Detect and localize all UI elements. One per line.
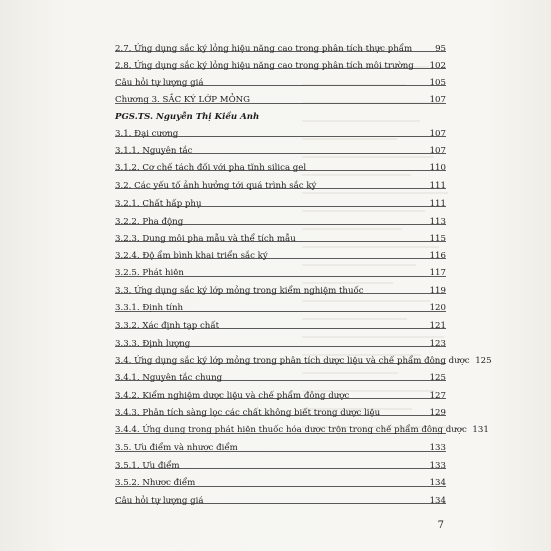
bleed-through-line (302, 264, 416, 266)
toc-entry-page: 125 (429, 373, 446, 383)
toc-entry (115, 477, 446, 489)
toc-entry-title: Câu hỏi tự lượng giá (115, 78, 204, 88)
toc-entry-title: Chương 3. SẮC KÝ LỚP MỎNG (115, 95, 251, 105)
toc-entry-title: 3.1. Đại cương (115, 129, 179, 139)
toc-entry-title: 3.5. Ưu điểm và nhược điểm (115, 443, 238, 453)
toc-entry-page: 115 (429, 234, 446, 244)
toc-entry-title: 3.2.1. Chất hấp phụ (115, 199, 202, 209)
toc-entry-title: 3.2.3. Dung môi pha mẫu và thể tích mẫu (115, 234, 296, 244)
toc-entry-title: PGS.TS. Nguyễn Thị Kiều Anh (115, 112, 260, 122)
toc-entry (115, 77, 446, 89)
toc-entry (115, 250, 446, 262)
toc-entry (115, 111, 446, 123)
toc-entry-title: 3.3.2. Xác định tạp chất (115, 321, 220, 331)
bleed-through-line (302, 246, 439, 248)
toc-entry-page: 125 (475, 356, 492, 366)
toc-entry (115, 43, 446, 55)
toc-entry-title: 3.2.4. Độ ẩm bình khai triển sắc ký (115, 251, 268, 261)
toc-entry-page: 102 (429, 61, 446, 71)
toc-entry-page: 116 (429, 251, 446, 261)
toc-entry-page: 127 (429, 391, 446, 401)
toc-entry (115, 162, 446, 174)
toc-entry (115, 390, 446, 402)
toc-entry-page: 134 (429, 496, 446, 506)
toc-entry-page: 129 (429, 408, 446, 418)
toc-entry-page: 95 (435, 44, 446, 54)
toc-entry-page: 123 (429, 339, 446, 349)
toc-entry-title: 3.5.1. Ưu điểm (115, 461, 180, 471)
toc-entry-page: 120 (429, 303, 446, 313)
toc-entry-page: 113 (429, 217, 446, 227)
toc-entry (115, 442, 446, 454)
toc-entry (115, 145, 446, 157)
toc-entry-page: 134 (429, 478, 446, 488)
toc-entry (115, 233, 446, 245)
toc-entry (115, 216, 446, 228)
toc-entry-title: 3.2.5. Phát hiện (115, 268, 184, 278)
toc-entry (115, 355, 492, 367)
toc-entry-title: 2.8. Ứng dụng sắc ký lỏng hiệu năng cao trong phân tích môi trường (115, 61, 414, 71)
toc-entry-title: 3.2.2. Pha động (115, 217, 184, 227)
toc-entry-page: 119 (429, 286, 446, 296)
toc-entry (115, 338, 446, 350)
toc-entry-title: 3.4. Ứng dụng sắc ký lớp mỏng trong phân tích dược liệu và chế phẩm đông dược (115, 356, 470, 366)
toc-entry (115, 424, 489, 436)
bleed-through-line (302, 210, 425, 212)
bleed-through-line (302, 282, 393, 284)
toc-entry (115, 285, 446, 297)
toc-entry-page: 133 (429, 461, 446, 471)
toc-entry (115, 267, 446, 279)
toc-entry-title: 3.1.2. Cơ chế tách đối với pha tĩnh silica gel (115, 163, 307, 173)
toc-entry-title: 3.1.1. Nguyên tắc (115, 146, 193, 156)
toc-entry (115, 60, 446, 72)
toc-entry (115, 94, 446, 106)
toc-entry (115, 198, 446, 210)
toc-entry-page: 110 (429, 163, 446, 173)
toc-entry-page: 107 (429, 95, 446, 105)
toc-entry-title: 3.3. Ứng dụng sắc ký lớp mỏng trong kiểm nghiệm thuốc (115, 286, 364, 296)
toc-entry-page: 107 (429, 129, 446, 139)
toc-entry-title: Câu hỏi tự lượng giá (115, 496, 204, 506)
toc-entry-title: 3.5.2. Nhược điểm (115, 478, 196, 488)
toc-entry-title: 3.4.3. Phân tích sàng lọc các chất không biết trong dược liệu (115, 408, 381, 418)
toc-entry-title: 3.4.2. Kiểm nghiệm dược liệu và chế phẩm đông dược (115, 391, 350, 401)
page-number: 7 (437, 520, 444, 531)
toc-entry-page: 133 (429, 443, 446, 453)
toc-entry-page: 105 (429, 78, 446, 88)
toc-entry-title: 2.7. Ứng dụng sắc ký lỏng hiệu năng cao trong phân tích thực phẩm (115, 44, 413, 54)
toc-entry-page: 131 (472, 425, 489, 435)
toc-entry (115, 407, 446, 419)
toc-entry-title: 3.2. Các yếu tố ảnh hưởng tới quá trình sắc ký (115, 181, 317, 191)
toc-entry (115, 128, 446, 140)
toc-entry-page: 111 (429, 181, 446, 191)
toc-entry-title: 3.3.1. Định tính (115, 303, 184, 313)
toc-entry (115, 460, 446, 472)
toc-entry-title: 3.3.3. Định lượng (115, 339, 191, 349)
toc-entry (115, 495, 446, 507)
toc-entry-page: 107 (429, 146, 446, 156)
toc-entry-title: 3.4.1. Nguyên tắc chung (115, 373, 223, 383)
toc-entry-page: 111 (429, 199, 446, 209)
toc-entry-page: 121 (429, 321, 446, 331)
toc-entry (115, 180, 446, 192)
bleed-through-line (302, 228, 402, 230)
bleed-through-line (302, 192, 448, 194)
toc-entry-page: 117 (429, 268, 446, 278)
toc-entry (115, 320, 446, 332)
toc-entry (115, 302, 446, 314)
toc-entry (115, 372, 446, 384)
toc-entry-title: 3.4.4. Ứng dụng trong phát hiện thuốc hóa dược trộn trong chế phẩm đông dược (115, 425, 467, 435)
bleed-through-line (302, 174, 411, 176)
